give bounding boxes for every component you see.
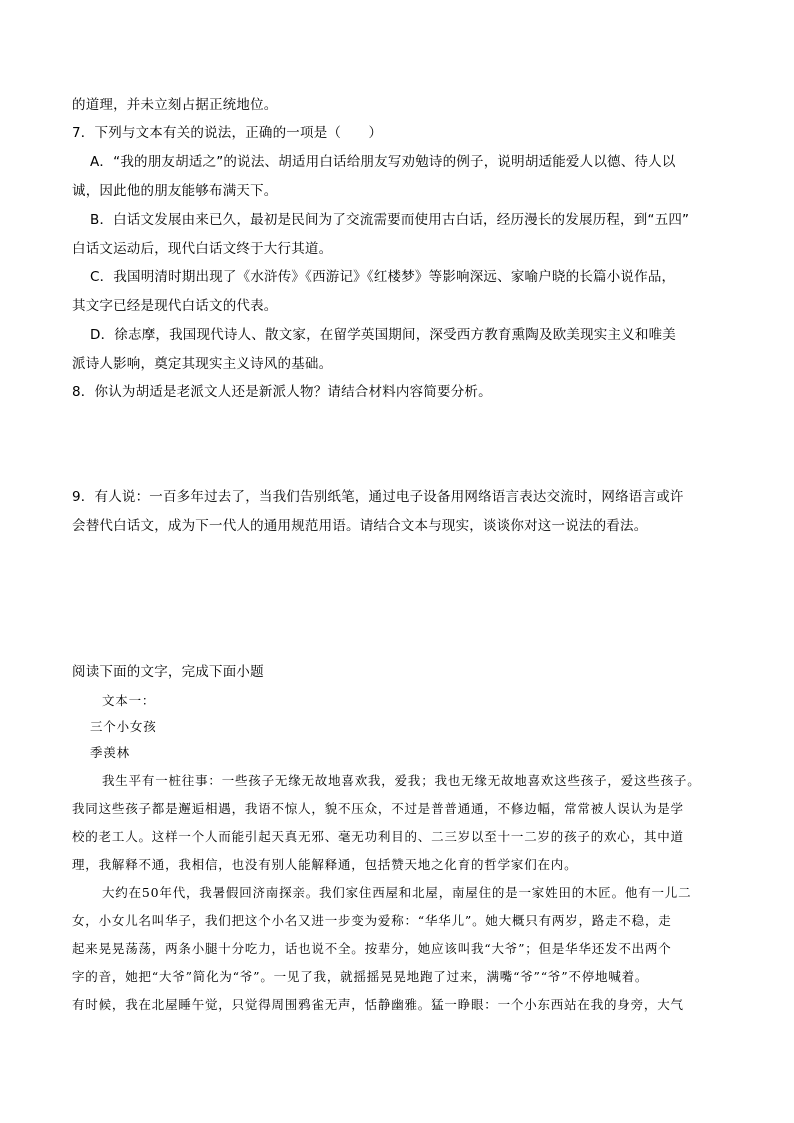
story-paragraph-line: 理，我解释不通，我相信，也没有别人能解释通，包括赞天地之化育的哲学家们在内。 [72,857,578,872]
question-9-line-2: 会替代白话文，成为下一代人的通用规范用语。请结合文本与现实，谈谈你对这一说法的看法。 [72,518,648,534]
option-c-line-2: 其文字已经是现代白话文的代表。 [72,298,278,314]
paragraph-line: 的道理，并未立刻占据正统地位。 [72,97,278,113]
story-paragraph-line: 字的音，她把“大爷”简化为“爷”。一见了我，就摇摇晃晃地跑了过来，满嘴“爷”“爷”不停地喊着。 [72,969,649,984]
story-paragraph-line: 我生平有一桩往事：一些孩子无缘无故地喜欢我，爱我；我也无缘无故地喜欢这些孩子，爱这些孩子。 [102,773,701,788]
option-a-line-1: A．“我的朋友胡适之”的说法、胡适用白话给朋友写劝勉诗的例子，说明胡适能爱人以德、待人以 [90,154,676,170]
story-author: 季羡林 [90,745,130,760]
story-paragraph-line: 大约在50年代，我暑假回济南探亲。我们家住西屋和北屋，南屋住的是一家姓田的木匠。他有一儿二 [102,885,692,900]
option-d-line-2: 派诗人影响，奠定其现实主义诗风的基础。 [72,356,333,372]
option-c-line-1: C．我国明清时期出现了《水浒传》《西游记》《红楼梦》等影响深远、家喻户晓的长篇小说作品， [90,269,676,285]
question-7: 7．下列与文本有关的说法，正确的一项是（ ） [72,125,383,141]
story-paragraph-line: 女，小女儿名叫华子，我们把这个小名又进一步变为爱称：“华华儿”。她大概只有两岁，路走不稳，走 [72,913,672,928]
option-a-line-2: 诚，因此他的朋友能够布满天下。 [72,183,278,199]
text-label: 文本一： [102,693,156,708]
reading-instruction: 阅读下面的文字，完成下面小题 [72,664,264,680]
question-9-line-1: 9．有人说：一百多年过去了，当我们告别纸笔，通过电子设备用网络语言表达交流时，网络语言或许 [72,489,684,505]
question-8: 8．你认为胡适是老派文人还是新派人物？请结合材料内容简要分析。 [72,384,492,400]
option-b-line-2: 白话文运动后，现代白话文终于大行其道。 [72,241,333,257]
story-paragraph-line: 校的老工人。这样一个人而能引起天真无邪、毫无功利目的、二三岁以至十一二岁的孩子的欢心，其中道 [72,829,684,844]
story-title: 三个小女孩 [90,719,157,734]
option-d-line-1: D．徐志摩，我国现代诗人、散文家，在留学英国期间，深受西方教育熏陶及欧美现实主义和唯美 [90,327,676,343]
option-b-line-1: B．白话文发展由来已久，最初是民间为了交流需要而使用古白话，经历漫长的发展历程，到“五四” [90,212,690,228]
story-paragraph-line: 起来晃晃荡荡，两条小腿十分吃力，话也说不全。按辈分，她应该叫我“大爷”；但是华华还发不出两个 [72,941,672,956]
story-paragraph-line: 我同这些孩子都是邂逅相遇，我语不惊人，貌不压众，不过是普普通通，不修边幅，常常被人误认为是学 [72,801,684,816]
story-paragraph-line: 有时候，我在北屋睡午觉，只觉得周围鸦雀无声，恬静幽雅。猛一睁眼：一个小东西站在我的身旁，大气 [72,997,684,1012]
